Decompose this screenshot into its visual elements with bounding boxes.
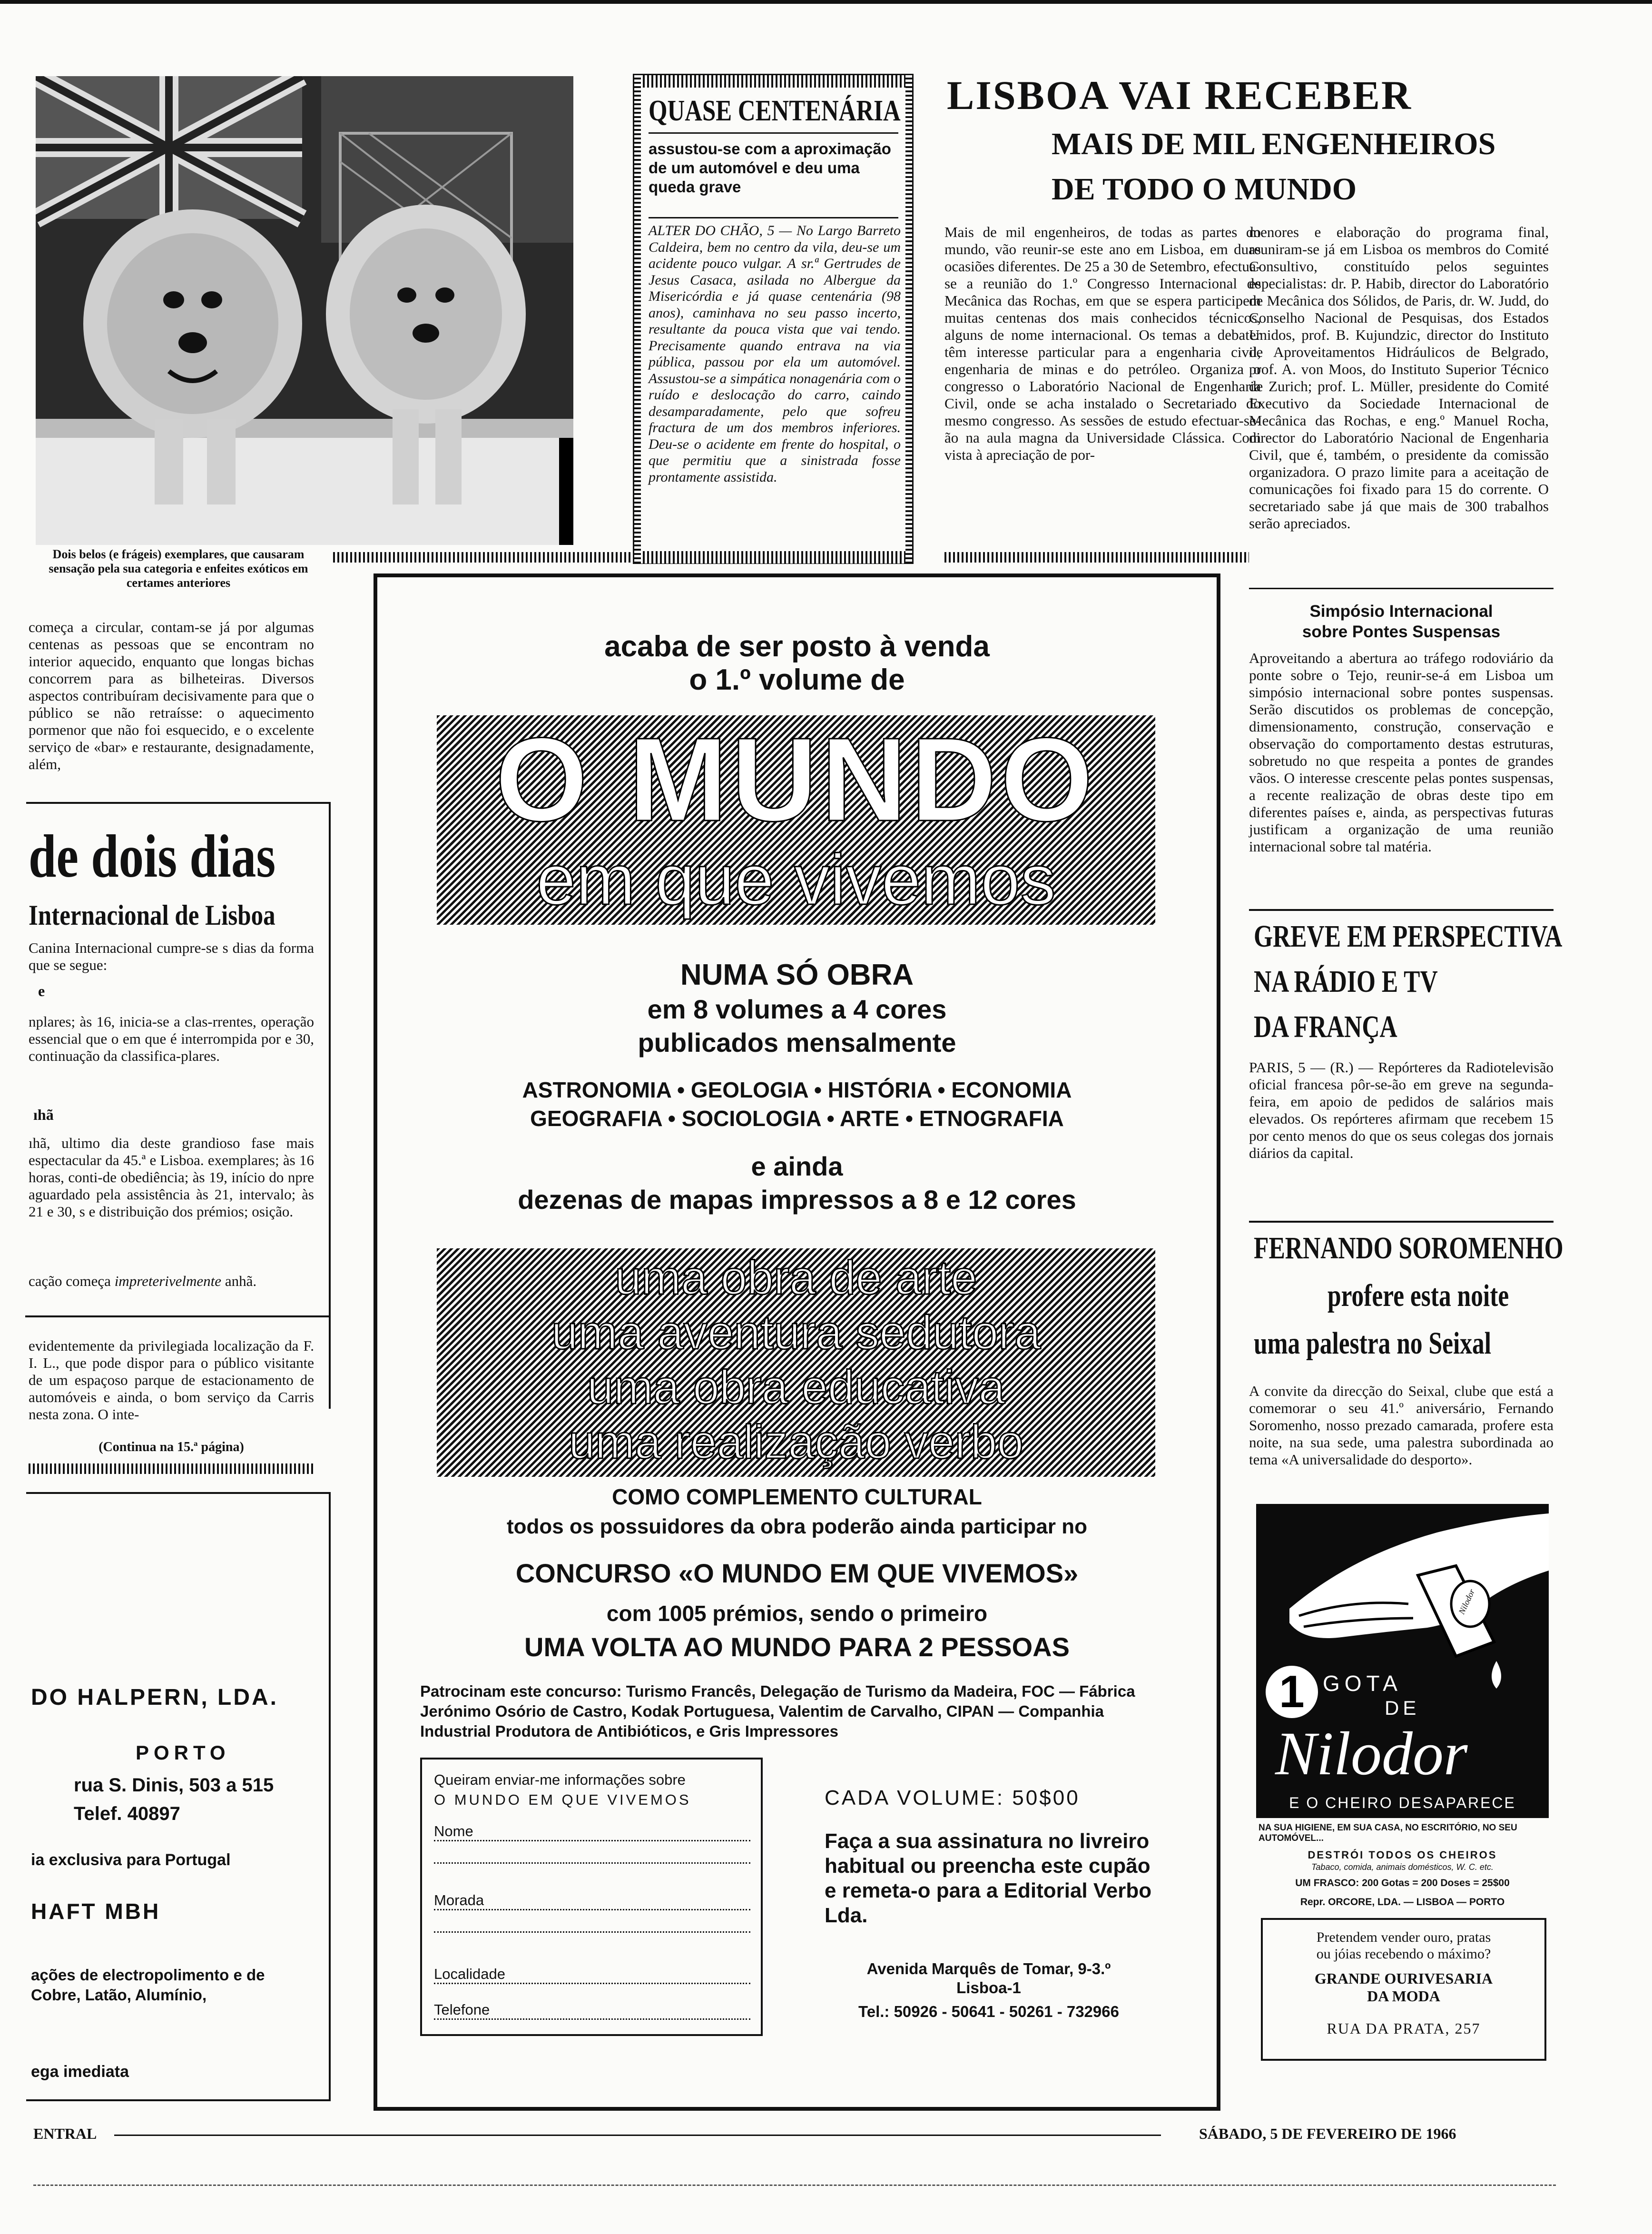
simposio-title2: sobre Pontes Suspensas — [1302, 623, 1501, 641]
verbo-features-block — [437, 1248, 1155, 1477]
verbo-volumes: em 8 volumes a 4 cores — [647, 994, 947, 1024]
coupon-localidade-row[interactable] — [434, 1962, 750, 1984]
left-subhead: Internacional de Lisboa — [29, 900, 275, 931]
halpern-company: HAFT MBH — [31, 1899, 161, 1924]
verbo-box4: uma realização verbo — [568, 1415, 1024, 1469]
page-top-border — [0, 0, 1652, 4]
nilodor-gota: GOTA — [1323, 1671, 1402, 1696]
quase-subtitle-rule — [649, 217, 898, 218]
coupon-morada-field[interactable] — [434, 1892, 750, 1910]
coupon-intro1: Queiram enviar-me informações sobre — [434, 1771, 686, 1788]
quase-bottom-ticks — [634, 551, 912, 563]
ourivesaria-l2: ou jóias recebendo o máximo? — [1316, 1946, 1491, 1962]
quase-right-ticks — [905, 75, 912, 563]
coupon-telefone-row[interactable] — [434, 1997, 750, 2020]
verbo-line2: o 1.º volume de — [689, 663, 905, 696]
nilodor-line3: Tabaco, comida, animais domésticos, W. C. etc. — [1311, 1862, 1494, 1872]
coupon-intro2: O MUNDO EM QUE VIVEMOS — [434, 1791, 691, 1808]
nilodor-one: 1 — [1279, 1666, 1305, 1717]
nilodor-line1: NA SUA HIGIENE, EM SUA CASA, NO ESCRITÓRIO, NO SEU AUTOMÓVEL... — [1259, 1823, 1517, 1843]
soromenho-h3: uma palestra no Seixal — [1254, 1326, 1492, 1361]
quase-title-rule — [649, 132, 898, 134]
left-story-box — [26, 802, 331, 1409]
verbo-patrocinam: Patrocinam este concurso: Turismo Francês, Delegação de Turismo da Madeira, FOC — Fábrica Jerónimo Osório de Castro, Kodak Portuguesa, Valentim de Carvalho, CIPAN — Companhia Industrial Produtora de Antibióticos, e Gris Impressores — [420, 1682, 1135, 1740]
verbo-ainda: e ainda — [751, 1151, 843, 1181]
coupon-localidade-label: Localidade — [434, 1966, 509, 1983]
verbo-title2: em que vivemos — [536, 840, 1056, 919]
verbo-box3: uma obra educativa — [587, 1361, 1005, 1414]
poodles-photo — [36, 76, 573, 545]
nilodor-line4: UM FRASCO: 200 Gotas = 200 Doses = 25$00 — [1295, 1878, 1510, 1888]
footer-left: ENTRAL — [33, 2125, 97, 2142]
soromenho-top-rule — [1249, 1221, 1554, 1223]
halpern-ad — [26, 1492, 331, 2101]
soromenho-h2: profere esta noite — [1328, 1278, 1509, 1313]
coupon-nome-extra-line[interactable] — [434, 1845, 750, 1864]
quase-box — [633, 74, 914, 564]
ourivesaria-ad — [1261, 1918, 1546, 2061]
lisboa-h2: MAIS DE MIL ENGENHEIROS — [1052, 127, 1496, 161]
verbo-lisboa1: Lisboa-1 — [956, 1979, 1021, 1997]
continua-link[interactable]: (Continua na 15.ª página) — [98, 1440, 244, 1454]
nilodor-ad — [1256, 1504, 1549, 1818]
lisboa-h1: LISBOA VAI RECEBER — [947, 72, 1413, 118]
quase-top-ticks — [634, 75, 912, 88]
simposio-body: Aproveitando a abertura ao tráfego rodoviário da ponte sobre o Tejo, reunir-se-á em Lisboa um simpósio internacional sobre pontes suspensas. Serão discutidos os problemas de concepção, dimensionamento, construção, conservação e observação do comportamento destas estruturas, sobretudo no que respeita a pontes de grandes vãos. O interesse crescente pelas pontes suspensas, a recente realização de obras deste tipo em diferentes países e, ainda, as perspectivas futuras justificam a organização de uma reunião internacional sobre tal matéria. — [1249, 650, 1554, 855]
coupon-morada-extra-line[interactable] — [434, 1914, 750, 1933]
left-label-e: e — [38, 982, 45, 999]
left-p3: ıhã, ultimo dia deste grandioso fase mais espectacular da 45.ª e Lisboa. exemplares; às 16 horas, conti-de obediência; às 19, início do npre aguardado pela assistência às 21, intervalo; às 21 e 30, s e distribuição dos prémios; osição. — [29, 1135, 314, 1220]
verbo-topics2: GEOGRAFIA • SOCIOLOGIA • ARTE • ETNOGRAFIA — [530, 1106, 1064, 1131]
left-story-box-bottom — [25, 1315, 331, 1317]
left-p4-a: cação começa — [29, 1273, 115, 1289]
coupon-localidade-field[interactable] — [434, 1966, 750, 1984]
left-intro-text: começa a circular, contam-se já por algumas centenas as pessoas que se encontram no interior aquecido, enquanto que longas bichas concorrem para as bilheteiras. Diversos aspectos contribuíram decisivamente para que o público se não retraísse: o aquecimento pormenor que não foi esquecido, e o excelente serviço de «bar» e restaurante, designadamente, além, — [29, 619, 314, 772]
halpern-delivery: ega imediata — [31, 2063, 129, 2081]
nilodor-bottle-label: Nilodor — [1456, 1587, 1477, 1616]
simposio-top-rule — [1249, 588, 1554, 589]
coupon-telefone-field[interactable] — [434, 2001, 750, 2020]
verbo-box1: uma obra de arte — [615, 1251, 977, 1305]
halpern-products: ações de electropolimento e de Cobre, Latão, Alumínio, — [31, 1966, 265, 2004]
left-label-sab: ıhã — [33, 1106, 54, 1123]
coupon-telefone-label: Telefone — [434, 2001, 493, 2018]
verbo-box2: uma aventura sedutora — [551, 1306, 1041, 1359]
verbo-line1: acaba de ser posto à venda — [604, 630, 990, 663]
left-p1: Canina Internacional cumpre-se s dias da forma que se segue: — [29, 939, 314, 973]
coupon-morada-row[interactable] — [434, 1888, 750, 1933]
verbo-numa: NUMA SÓ OBRA — [680, 959, 914, 991]
left-p5: evidentemente da privilegiada localização da F. I. L., que pode dispor para o público visitante de um espaçoso parque de estacionamento de automóveis e ainda, o bom serviço da Carris nesta zona. O inte- — [29, 1337, 314, 1423]
nilodor-tagline: E O CHEIRO DESAPARECE — [1289, 1794, 1516, 1811]
footer-right: SÁBADO, 5 DE FEVEREIRO DE 1966 — [1199, 2125, 1456, 2142]
coupon-nome-label: Nome — [434, 1823, 477, 1840]
poodles-photo-image — [36, 76, 573, 545]
verbo-volta: UMA VOLTA AO MUNDO PARA 2 PESSOAS — [524, 1632, 1070, 1662]
continua-rule — [29, 1463, 314, 1474]
footer-rule — [114, 2135, 1161, 2136]
verbo-title1: O MUNDO — [495, 713, 1097, 846]
verbo-topics1: ASTRONOMIA • GEOLOGIA • HISTÓRIA • ECONOMIA — [522, 1077, 1072, 1102]
halpern-name: DO HALPERN, LDA. — [31, 1685, 278, 1710]
greve-top-rule — [1249, 909, 1554, 911]
halpern-address: rua S. Dinis, 503 a 515 — [74, 1775, 274, 1796]
nilodor-de: DE — [1385, 1697, 1420, 1719]
drop-icon — [1487, 1661, 1506, 1690]
verbo-premios: com 1005 prémios, sendo o primeiro — [606, 1601, 988, 1626]
nilodor-line5: Repr. ORCORE, LDA. — LISBOA — PORTO — [1300, 1897, 1505, 1908]
left-p4-c: anhã. — [221, 1273, 257, 1289]
left-p4 — [29, 1273, 314, 1290]
verbo-publicados: publicados mensalmente — [638, 1028, 956, 1058]
greve-h3: DA FRANÇA — [1254, 1009, 1397, 1044]
soromenho-h1: FERNANDO SOROMENHO — [1254, 1231, 1564, 1265]
ourivesaria-l3: GRANDE OURIVESARIA — [1314, 1970, 1493, 1987]
lisboa-h3: DE TODO O MUNDO — [1052, 172, 1357, 207]
greve-body: PARIS, 5 — (R.) — Repórteres da Radiotelevisão oficial francesa pôr-se-ão em greve na segunda-feira, em apoio de pedidos de salários mais elevados. Os repórteres afirmam que recebem 15 por cento menos do que os seus colegas dos jornais diários da capital. — [1249, 1059, 1554, 1161]
quase-title: QUASE CENTENÁRIA — [649, 95, 901, 127]
verbo-tel: Tel.: 50926 - 50641 - 50261 - 732966 — [858, 2003, 1119, 2020]
greve-h1: GREVE EM PERSPECTIVA — [1254, 919, 1563, 954]
halpern-city: PORTO — [136, 1741, 230, 1764]
verbo-faca: Faça a sua assinatura no livreiro habitual ou preencha este cupão e remeta-o para a Editorial Verbo Lda. — [825, 1829, 1152, 1927]
halpern-exclusive: ia exclusiva para Portugal — [31, 1851, 231, 1869]
halpern-phone: Telef. 40897 — [74, 1803, 180, 1824]
verbo-cada: CADA VOLUME: 50$00 — [825, 1786, 1080, 1809]
verbo-concurso: CONCURSO «O MUNDO EM QUE VIVEMOS» — [515, 1558, 1079, 1588]
ourivesaria-l5: RUA DA PRATA, 257 — [1327, 2020, 1481, 2037]
coupon-nome-row[interactable] — [434, 1819, 750, 1864]
lisboa-bottom-ticks — [944, 552, 1249, 563]
ourivesaria-l1: Pretendem vender ouro, pratas — [1316, 1929, 1491, 1945]
lisboa-col-b: menores e elaboração do programa final, reuniram-se já em Lisboa os membros do Comité Consultivo, constituído pelos seguintes especialistas: dr. P. Habib, director do Laboratório de Mecânica dos Sólidos, de Paris, dr. W. Judd, do Conselho Nacional de Pesquisas, dos Estados Unidos, prof. B. Kujundzic, director do Instituto de Aproveitamentos Hidráulicos de Belgrado, prof. A. von Moos, do Instituto Superior Técnico de Zurich; prof. L. Müller, presidente do Comité Executivo da Sociedade Internacional de Mecânica das Rochas, e eng.º Manuel Rocha, director do Laboratório Nacional de Engenharia Civil, que é, também, o presidente da comissão organizadora. O prazo limite para a aceitação de comunicações foi fixado para 15 do corrente. O secretariado sabe já que mais de 300 trabalhos serão apreciados. — [1249, 224, 1549, 532]
verbo-possuidores: todos os possuidores da obra poderão ainda participar no — [507, 1515, 1087, 1538]
left-p2: nplares; às 16, inicia-se a clas-rrentes, operação essencial que o em que é interrompida por e 30, continuação da classifica-plares. — [29, 1013, 314, 1064]
ourivesaria-l4: DA MODA — [1367, 1987, 1440, 2005]
coupon-morada-label: Morada — [434, 1892, 488, 1909]
quase-left-ticks — [634, 75, 641, 563]
verbo-avenida: Avenida Marquês de Tomar, 9-3.º — [866, 1960, 1111, 1977]
coupon-nome-field[interactable] — [434, 1823, 750, 1841]
verbo-complemento: COMO COMPLEMENTO CULTURAL — [612, 1484, 982, 1509]
nilodor-brand: Nilodor — [1275, 1720, 1468, 1788]
verbo-title-block — [437, 715, 1155, 925]
soromenho-body: A convite da direcção do Seixal, clube que está a comemorar o seu 41.º aniversário, Fernando Soromenho, nosso prezado camarada, profere esta noite, na sua sede, uma palestra subordinada ao tema «A universalidade do desporto». — [1249, 1383, 1554, 1468]
nilodor-line2: DESTRÓI TODOS OS CHEIROS — [1308, 1849, 1497, 1861]
lisboa-col-a: Mais de mil engenheiros, de todas as partes do mundo, vão reunir-se este ano em Lisboa, em duas ocasiões diferentes. De 25 a 30 de Setembro, efectua-se a reunião do 1.º Congresso Internacional de Mecânica das Rochas, em que se espera participem muitas centenas dos mais conhecidos técnicos, alguns de nome internacional. Os temas a debater têm interesse particular para a engenharia civil, engenharia de minas e do petróleo. Organiza o congresso o Laboratório Nacional de Engenharia Civil, onde se acha instalado o Secretariado do mesmo congresso. As sessões de estudo efectuar-se-ão na aula magna da Universidade Clássica. Com vista à apreciação de por- — [944, 224, 1261, 463]
left-headline: de dois dias — [29, 822, 276, 890]
verbo-ad — [374, 573, 1220, 2111]
verbo-coupon — [420, 1758, 763, 2036]
nilodor-one-circle — [1266, 1666, 1318, 1718]
footer-dashed-rule — [33, 2185, 1556, 2186]
photo-caption: Dois belos (e frágeis) exemplares, que causaram sensação pela sua categoria e enfeites exóticos em certames anteriores — [49, 547, 308, 590]
simposio-title1: Simpósio Internacional — [1309, 602, 1493, 621]
verbo-mapas: dezenas de mapas impressos a 8 e 12 cores — [518, 1185, 1076, 1215]
quase-subtitle: assustou-se com a aproximação de um automóvel e deu uma queda grave — [649, 140, 891, 196]
quase-body: ALTER DO CHÃO, 5 — No Largo Barreto Caldeira, bem no centro da vila, deu-se um acidente pouco vulgar. A sr.ª Gertrudes de Jesus Casaca, asilada no Albergue da Misericórdia e já quase centenária (98 anos), caminhava no seu passo incerto, resultante da pouca vista que vai tendo. Precisamente quando entrava na via pública, passou por ela um automóvel. Assustou-se a simpática nonagenária com o ruído e deslocação do carro, caindo desamparadamente, pelo que sofreu fractura de um dos membros inferiores. Deu-se o acidente em frente do hospital, o que permitiu que a sinistrada fosse prontamente assistida. — [649, 223, 901, 485]
greve-h2: NA RÁDIO E TV — [1254, 964, 1438, 999]
left-p4-b: impreterivelmente — [114, 1273, 222, 1289]
